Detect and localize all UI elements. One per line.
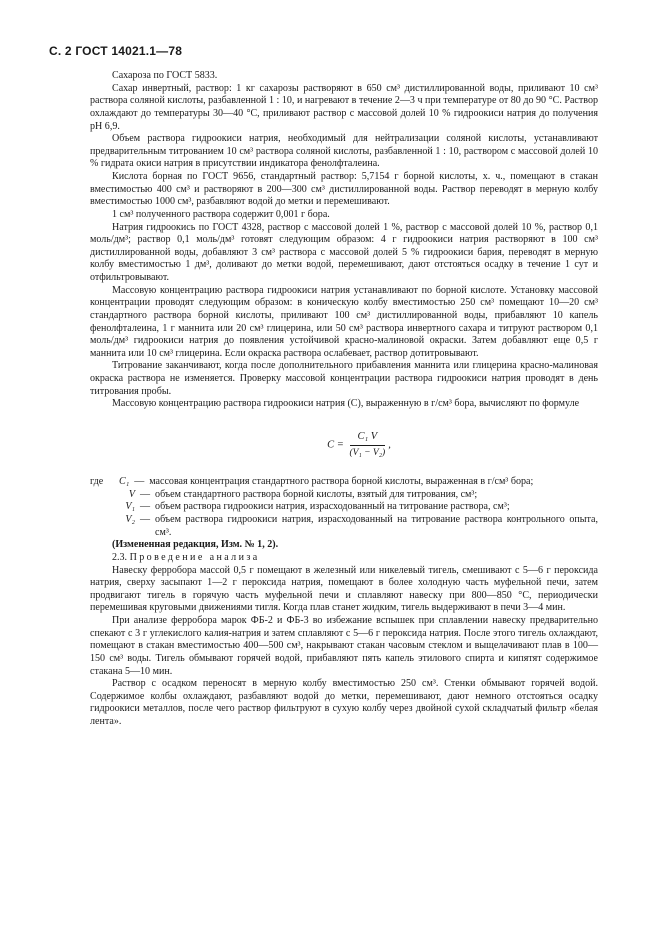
definition-item: [90, 514, 598, 539]
document-body: [90, 70, 598, 729]
formula-denominator: (V₁ − V₂): [349, 447, 386, 458]
formula-definitions: [90, 476, 598, 539]
paragraph-sample-fusion: Навеску ферробора массой 0,5 г помещают в железный или никелевый тигель, смешивают с 5—6 г пероксида натрия, сверху засыпают 1—2 г пероксида натрия, помещают в более холодную часть муфельной печи, затем продвигают тигель в горячую часть муфельной печи и сплавляют навеску при 800—850 °С, периодически перемешивая круговыми движениями тигля. Когда плав станет жидким, тигель выдерживают в печи 3—4 мин.: [90, 564, 598, 614]
definition-symbol: V₁: [125, 501, 135, 513]
definition-symbol: V₂: [125, 514, 135, 525]
definition-item: [90, 476, 598, 489]
definition-lead: где: [90, 476, 104, 488]
paragraph-formula-intro: Массовую концентрацию раствора гидроокиси натрия (C), выраженную в г/см³ бора, вычисляют по формуле: [112, 398, 580, 410]
concentration-formula: [90, 431, 598, 459]
definition-dash: —: [140, 514, 151, 525]
definition-text: объем стандартного раствора борной кислоты, взятый для титрования, см³;: [155, 488, 478, 500]
paragraph-boron-content: 1 см³ полученного раствора содержит 0,001 г бора.: [112, 208, 330, 220]
paragraph-titration: Титрование заканчивают, когда после дополнительного прибавления маннита или глицерина красно-малиновая окраска раствора не изменяется. Проверку массовой концентрации раствора гидроокиси натрия проводят в день титрования пробы.: [90, 360, 598, 397]
paragraph-invert-sugar: Сахар инвертный, раствор: 1 кг сахарозы растворяют в 650 см³ дистиллированной воды, приливают 10 см³ раствора соляной кислоты, разбавленной 1 : 10, и нагревают в течение 2—3 ч при температуре от 80 до 90 °С. Раствор охлаждают до температуры 30—40 °С, приливают раствор с массовой долей 10 % гидроокиси натрия до получения рН 6,9.: [90, 82, 598, 132]
definition-symbol: V: [128, 488, 135, 500]
definition-item: [90, 501, 598, 514]
paragraph-sucrose: Сахароза по ГОСТ 5833.: [112, 70, 218, 81]
edition-note: (Измененная редакция, Изм. № 1, 2).: [112, 539, 279, 551]
paragraph-filtration: Раствор с осадком переносят в мерную колбу вместимостью 250 см³. Стенки обмывают горячей водой. Содержимое колбы охлаждают, разбавляют водой до метки, перемешивают, дают немного отстояться осадку гидроокиси металлов, после чего раствор фильтруют в сухую колбу через двойной сухой складчатый фильтр «белая лента».: [90, 678, 598, 727]
paragraph-mass-concentration: Массовую концентрацию раствора гидроокиси натрия устанавливают по борной кислоте. Установку массовой концентрации проводят следующим образом: в коническую колбу вместимостью 250 см³ помещают 10—20 см³ стандартного раствора борной кислоты, приливают 100 см³ дистиллированной воды, прибавляют 10 капель фенолфталеина, 1 г маннита или 20 см³ глицерина, или 50 см³ раствора инвертного сахара и титруют раствором 0,1 моль/дм³ гидроокиси натрия до появления устойчивой красно-малиновой окраски. Затем добавляют еще 0,5 г маннита или 10 см³ глицерина. Если окраска раствора ослабевает, раствор дотитровывают.: [90, 284, 598, 359]
formula-lhs: C =: [327, 439, 344, 451]
formula-fraction: [350, 431, 386, 459]
definition-dash: —: [134, 476, 145, 488]
definition-text: массовая концентрация стандартного раствора борной кислоты, выраженная в г/см³ бора;: [149, 476, 534, 488]
formula-numerator: C₁ V: [350, 431, 386, 446]
paragraph-sodium-hydroxide: Натрия гидроокись по ГОСТ 4328, раствор с массовой долей 1 %, раствор с массовой долей 10 %, раствор 0,1 моль/дм³; раствор 0,1 моль/дм³ готовят следующим образом: 4 г гидроокиси натрия растворяют в 100 см³ дистиллированной воды, добавляют 3 см³ раствора с массовой долей 5 % гидроокиси бария, переводят в мерную колбу вместимостью 1 дм³, доливают до метки водой, перемешивают, дают отстояться осадку в течение 1 сут и отфильтровывают.: [90, 221, 598, 283]
definition-text: объем раствора гидроокиси натрия, израсходованный на титрование раствора контрольного опыта, см³.: [155, 514, 598, 538]
definition-dash: —: [140, 501, 151, 513]
section-heading: 2.3. Проведение анализа: [112, 551, 260, 563]
definition-text: объем раствора гидроокиси натрия, израсходованный на титрование раствора, см³;: [155, 501, 510, 513]
definition-item: [90, 489, 598, 502]
definition-dash: —: [140, 488, 151, 500]
definition-symbol: C₁: [119, 476, 130, 488]
page-header: С. 2 ГОСТ 14021.1—78: [49, 44, 183, 58]
paragraph-naoh-volume: Объем раствора гидроокиси натрия, необходимый для нейтрализации соляной кислоты, устанавливают предварительным титрованием 10 см³ раствора соляной кислоты, разбавленной 1 : 10, раствором с массовой долей 10 % гидрата окиси натрия в присутствии индикатора фенолфталеина.: [90, 133, 598, 170]
paragraph-boric-acid: Кислота борная по ГОСТ 9656, стандартный раствор: 5,7154 г борной кислоты, х. ч., помещают в стакан вместимостью 400 см³ и растворяют в 200—300 см³ дистиллированной воды. Раствор переводят в мерную колбу вместимостью 1000 см³, разбавляют водой до метки и перемешивают.: [90, 171, 598, 208]
paragraph-fb-grades: При анализе ферробора марок ФБ-2 и ФБ-3 во избежание вспышек при сплавлении навеску предварительно спекают с 3 г углекислого калия-натрия и затем сплавляют с 5—6 г пероксида натрия. После этого тигель охлаждают, помещают в стакан вместимостью 400—500 см³, накрывают стакан часовым стеклом и выщелачивают плав в 100—150 см³ воды. Тигель обмывают горячей водой, прибавляют пять капель этилового спирта и кипятят содержимое стакана 5—10 мин.: [90, 615, 598, 677]
formula-trail: ,: [388, 439, 391, 451]
